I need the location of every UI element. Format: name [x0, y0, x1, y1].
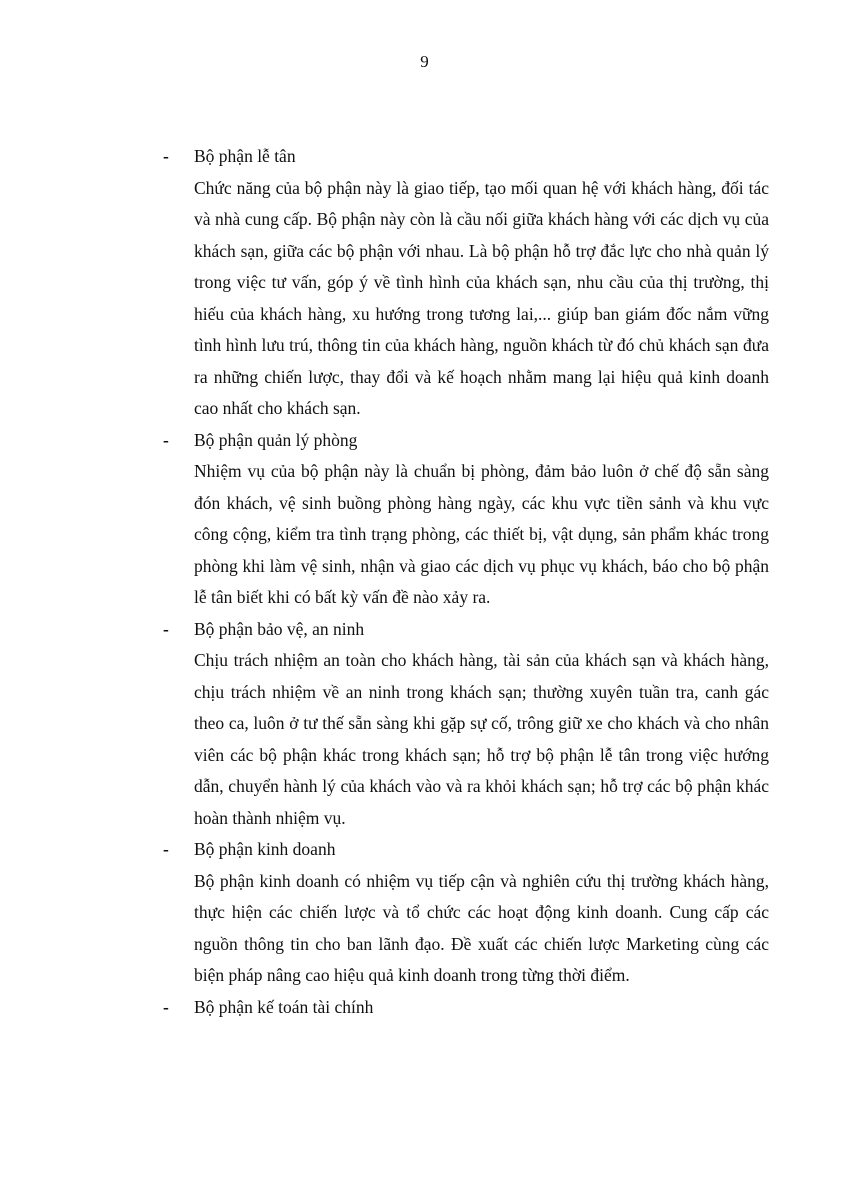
- section-title: Bộ phận bảo vệ, an ninh: [194, 618, 365, 639]
- section-heading: [163, 141, 769, 173]
- section-title: Bộ phận kế toán tài chính: [194, 996, 374, 1017]
- dash-bullet: -: [163, 839, 169, 859]
- section-business: [163, 834, 769, 992]
- dash-bullet: -: [163, 618, 169, 639]
- section-heading: [163, 425, 769, 457]
- section-paragraph: Chức năng của bộ phận này là giao tiếp, tạo mối quan hệ với khách hàng, đối tác và nhà cung cấp. Bộ phận này còn là cầu nối giữa khách hàng với các dịch vụ của khách sạn, giữa các bộ phận với nhau. Là bộ phận hỗ trợ đắc lực cho nhà quản lý trong việc tư vấn, góp ý về tình hình của khách sạn, nhu cầu của thị trường, thị hiếu của khách hàng, xu hướng trong tương lai,... giúp ban giám đốc nắm vững tình hình lưu trú, thông tin của khách hàng, nguồn khách từ đó chủ khách sạn đưa ra những chiến lược, thay đổi và kế hoạch nhằm mang lại hiệu quả kinh doanh cao nhất cho khách sạn.: [194, 177, 769, 418]
- section-paragraph: Chịu trách nhiệm an toàn cho khách hàng, tài sản của khách sạn và khách hàng, chịu trách nhiệm về an ninh trong khách sạn; thường xuyên tuần tra, canh gác theo ca, luôn ở tư thế sẵn sàng khi gặp sự cố, trông giữ xe cho khách và cho nhân viên các bộ phận khác trong khách sạn; hỗ trợ bộ phận lễ tân trong việc hướng dẫn, chuyển hành lý của khách vào và ra khỏi khách sạn; hỗ trợ các bộ phận khác hoàn thành nhiệm vụ.: [194, 650, 769, 828]
- section-paragraph: Nhiệm vụ của bộ phận này là chuẩn bị phòng, đảm bảo luôn ở chế độ sẵn sàng đón khách, vệ sinh buồng phòng hàng ngày, các khu vực tiền sảnh và khu vực công cộng, kiểm tra tình trạng phòng, các thiết bị, vật dụng, sản phẩm khác trong phòng khi làm vệ sinh, nhận và giao các dịch vụ phục vụ khách, báo cho bộ phận lễ tân biết khi có bất kỳ vấn đề nào xảy ra.: [194, 461, 769, 607]
- section-room-management: [163, 425, 769, 614]
- section-heading: [163, 834, 769, 866]
- page-number: 9: [420, 52, 429, 71]
- section-title: Bộ phận lễ tân: [194, 146, 296, 166]
- dash-bullet: -: [163, 429, 169, 450]
- section-title: Bộ phận quản lý phòng: [194, 429, 358, 450]
- section-heading: [163, 992, 769, 1024]
- section-heading: [163, 614, 769, 646]
- dash-bullet: -: [163, 996, 169, 1017]
- section-reception: [163, 141, 769, 425]
- section-finance-accounting: [163, 992, 769, 1024]
- document-body: [163, 141, 769, 1023]
- section-paragraph: Bộ phận kinh doanh có nhiệm vụ tiếp cận và nghiên cứu thị trường khách hàng, thực hiện các chiến lược và tổ chức các hoạt động kinh doanh. Cung cấp các nguồn thông tin cho ban lãnh đạo. Đề xuất các chiến lược Marketing cùng các biện pháp nâng cao hiệu quả kinh doanh trong từng thời điểm.: [194, 870, 769, 985]
- dash-bullet: -: [163, 146, 169, 166]
- section-security: [163, 614, 769, 835]
- section-title: Bộ phận kinh doanh: [194, 839, 336, 859]
